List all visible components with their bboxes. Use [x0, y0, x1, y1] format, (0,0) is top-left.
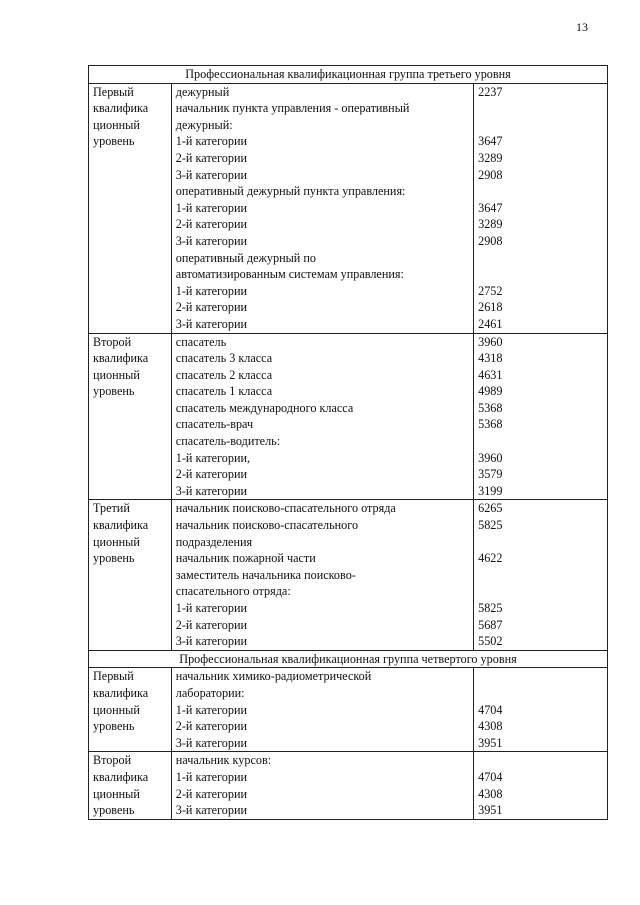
position-line: спасатель [175, 334, 227, 349]
salary-value [478, 433, 603, 450]
salary-value: 3289 [478, 150, 503, 165]
position-line: 2-й категории [175, 786, 247, 801]
salary-value: 4989 [478, 384, 503, 399]
level-label-line: уровень [93, 134, 135, 149]
level-label-line: уровень [93, 551, 135, 566]
salary-value: 4622 [478, 551, 503, 566]
position-line: 1-й категории [175, 200, 247, 215]
level-label-line: ционный [93, 367, 140, 382]
level-label-line: Первый [93, 84, 134, 99]
salary-cell [474, 668, 608, 752]
salary-value [478, 250, 603, 267]
salary-value: 4704 [478, 702, 503, 717]
position-line: дежурный [175, 84, 230, 99]
salary-value [478, 117, 603, 134]
position-line: начальник пожарной части [175, 551, 316, 566]
salary-value: 3289 [478, 217, 503, 232]
group-title: Профессиональная квалификационная группа четвертого уровня [89, 650, 608, 668]
position-line: автоматизированным системам управления: [175, 267, 404, 282]
salary-cell [474, 83, 608, 333]
salary-value: 5502 [478, 634, 503, 649]
level-label-line: Второй [93, 753, 132, 768]
salary-value [478, 685, 603, 702]
position-line: начальник поисково-спасательного отряда [175, 501, 396, 516]
salary-value: 5368 [478, 417, 503, 432]
position-line: 2-й категории [175, 617, 247, 632]
position-line: 3-й категории [175, 316, 247, 331]
position-line: подразделения [175, 534, 253, 549]
salary-value: 6265 [478, 501, 503, 516]
level-cell [89, 500, 172, 650]
table-row [89, 83, 608, 333]
level-label-line: ционный [93, 534, 140, 549]
position-line: оперативный дежурный пункта управления: [175, 184, 406, 199]
position-cell [171, 752, 473, 819]
position-line: 1-й категории, [175, 450, 251, 465]
level-label-line: уровень [93, 803, 135, 818]
position-line: спасатель 2 класса [175, 367, 273, 382]
position-line: 3-й категории [175, 735, 247, 750]
salary-value: 2618 [478, 300, 503, 315]
position-line: начальник курсов: [175, 753, 272, 768]
salary-cell [474, 333, 608, 500]
position-line: заместитель начальника поисково- [175, 567, 356, 582]
level-label-line: Третий [93, 501, 130, 516]
level-label-line: квалифика [93, 351, 149, 366]
position-line: 3-й категории [175, 803, 247, 818]
position-line: спасатель 3 класса [175, 351, 273, 366]
position-line: оперативный дежурный по [175, 250, 316, 265]
salary-value: 3951 [478, 803, 503, 818]
salary-value: 5825 [478, 518, 503, 533]
position-line: 1-й категории [175, 769, 247, 784]
position-cell [171, 83, 473, 333]
position-line: 1-й категории [175, 283, 247, 298]
salary-value: 4318 [478, 351, 503, 366]
position-line: 3-й категории [175, 167, 247, 182]
level-label-line: уровень [93, 719, 135, 734]
level-label-line: ционный [93, 786, 140, 801]
salary-cell [474, 752, 608, 819]
salary-value: 5687 [478, 617, 503, 632]
position-line: лаборатории: [175, 685, 245, 700]
salary-value [478, 534, 603, 551]
position-line: дежурный: [175, 117, 233, 132]
position-line: начальник поисково-спасательного [175, 518, 359, 533]
salary-value [478, 567, 603, 584]
position-line: спасательного отряда: [175, 584, 291, 599]
salary-value: 3579 [478, 467, 503, 482]
table-row [89, 668, 608, 752]
salary-value: 4631 [478, 367, 503, 382]
level-label-line: квалифика [93, 101, 149, 116]
salary-value [478, 668, 603, 685]
salary-value: 4308 [478, 786, 503, 801]
position-line: спасатель 1 класса [175, 384, 273, 399]
salary-value: 3960 [478, 450, 503, 465]
salary-value [478, 266, 603, 283]
salary-value [478, 100, 603, 117]
position-line: спасатель международного класса [175, 400, 354, 415]
salary-table [88, 65, 608, 820]
position-line: 3-й категории [175, 483, 247, 498]
table-body [89, 66, 608, 820]
salary-value [478, 183, 603, 200]
position-line: начальник пункта управления - оперативный [175, 101, 410, 116]
position-line: 2-й категории [175, 150, 247, 165]
position-line: 1-й категории [175, 601, 247, 615]
position-cell [171, 668, 473, 752]
position-line: 3-й категории [175, 233, 247, 248]
salary-value: 2908 [478, 167, 503, 182]
position-cell [171, 333, 473, 500]
level-cell [89, 752, 172, 819]
salary-value: 5825 [478, 601, 503, 615]
level-cell [89, 668, 172, 752]
table-row [89, 500, 608, 650]
table-row [89, 333, 608, 500]
position-line: 2-й категории [175, 300, 247, 315]
salary-value: 2461 [478, 316, 503, 331]
page-number: 13 [576, 20, 588, 34]
position-line: 1-й категории [175, 134, 247, 149]
salary-value: 2237 [478, 84, 503, 99]
salary-value: 3960 [478, 334, 503, 349]
salary-value [478, 583, 603, 600]
salary-value [478, 752, 603, 769]
position-line: 2-й категории [175, 217, 247, 232]
salary-value: 5368 [478, 400, 503, 415]
position-line: спасатель-врач [175, 417, 254, 432]
position-line: спасатель-водитель: [175, 434, 281, 449]
group-header-row [89, 650, 608, 668]
level-label-line: ционный [93, 702, 140, 717]
position-line: 2-й категории [175, 719, 247, 734]
salary-value: 3647 [478, 134, 503, 149]
level-cell [89, 333, 172, 500]
salary-value: 4308 [478, 719, 503, 734]
position-line: 1-й категории [175, 702, 247, 717]
level-label-line: квалифика [93, 685, 149, 700]
position-line: 2-й категории [175, 467, 247, 482]
position-cell [171, 500, 473, 650]
level-label-line: квалифика [93, 769, 149, 784]
position-line: начальник химико-радиометрической [175, 669, 372, 684]
salary-value: 3951 [478, 735, 503, 750]
table-row [89, 752, 608, 819]
salary-value: 2752 [478, 283, 503, 298]
salary-value: 2908 [478, 233, 503, 248]
level-label-line: уровень [93, 384, 135, 399]
group-title: Профессиональная квалификационная группа третьего уровня [89, 66, 608, 84]
level-label-line: ционный [93, 117, 140, 132]
level-label-line: Второй [93, 334, 132, 349]
level-cell [89, 83, 172, 333]
position-line: 3-й категории [175, 634, 247, 649]
salary-value: 3199 [478, 483, 503, 498]
level-label-line: квалифика [93, 518, 149, 533]
level-label-line: Первый [93, 669, 134, 684]
salary-value: 3647 [478, 200, 503, 215]
group-header-row [89, 66, 608, 84]
salary-value: 4704 [478, 769, 503, 784]
salary-cell [474, 500, 608, 650]
